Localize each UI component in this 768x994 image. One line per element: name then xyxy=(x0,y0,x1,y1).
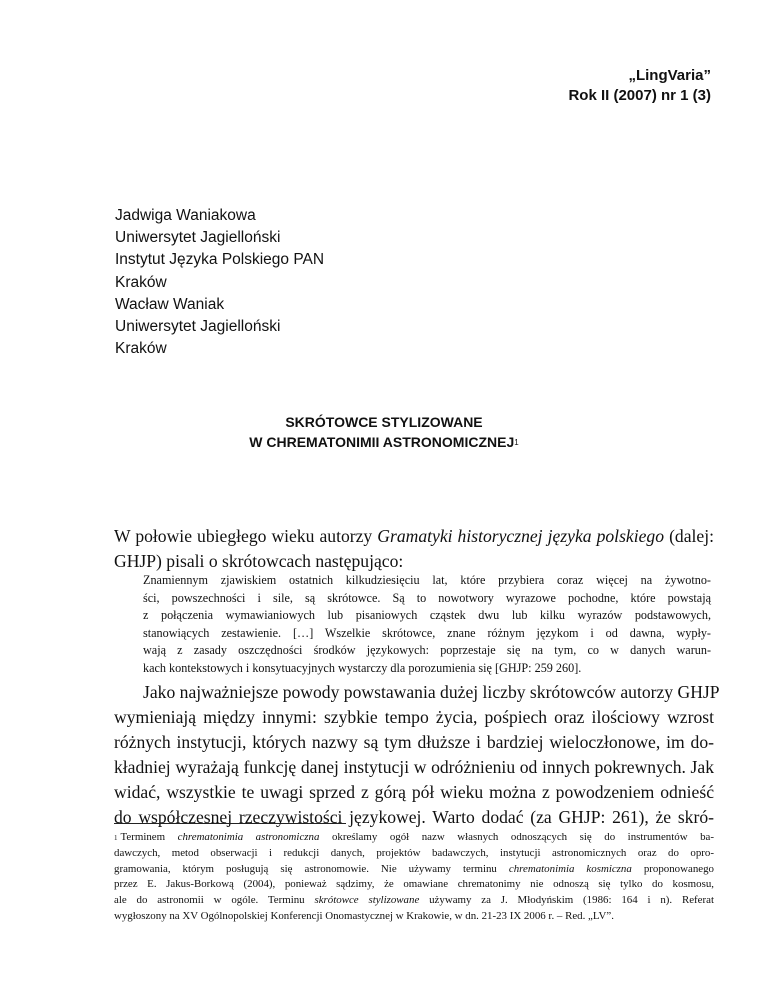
text-run: używamy za J. Młodyńskim (1986: 164 i n). Referat xyxy=(419,894,714,907)
text-run: ale do astronomii w ogóle. Terminu xyxy=(114,894,315,907)
paragraph-line: widać, wszystkie te uwagi sprzed z górą pół wieku można z powodzeniem odnieść xyxy=(114,782,714,802)
paragraph-intro xyxy=(114,524,714,574)
author-line: Kraków xyxy=(115,273,167,291)
footnote xyxy=(114,830,714,925)
footnote-line: wygłoszony na XV Ogólnopolskiej Konferencji Onomastycznej w Krakowie, w dn. 21-23 IX 2006 r. – Red. „LV”. xyxy=(114,909,614,922)
title-line-1: SKRÓTOWCE STYLIZOWANE xyxy=(285,414,483,430)
journal-issue: Rok II (2007) nr 1 (3) xyxy=(568,87,711,104)
footnote-line xyxy=(114,862,714,878)
quote-line: Znamiennym zjawiskiem ostatnich kilkudziesięciu lat, które przybiera coraz więcej na żywotno- xyxy=(143,573,711,587)
quote-line: wają z zasady oszczędności środków językowych: poprzestaje się na tym, co w danych warun- xyxy=(143,643,711,658)
paragraph-reasons xyxy=(114,680,720,830)
footnote-line: przez E. Jakus-Borkową (2004), ponieważ sądzimy, że omawiane chrematonimy nie odnoszą się tylko do kosmosu, xyxy=(114,878,714,891)
block-quote xyxy=(143,572,711,678)
quote-line: z połączenia wymawianiowych lub pisaniowych cząstek dwu lub kilku wyrazów podstawowych, xyxy=(143,608,711,623)
author-line: Jadwiga Waniakowa xyxy=(115,207,256,224)
journal-name: „LingVaria” xyxy=(628,67,711,84)
title-line-2-text: W CHREMATONIMII ASTRONOMICZNEJ xyxy=(249,434,515,450)
paragraph-line: wymieniają między innymi: szybkie tempo życia, pośpiech oraz ilościowy wzrost xyxy=(114,707,714,727)
text-run: Terminem xyxy=(120,831,178,843)
footnote-divider xyxy=(114,823,346,824)
term-italic: chrematonimia astronomiczna xyxy=(177,831,320,843)
footnote-line xyxy=(114,830,714,846)
paragraph-line xyxy=(114,524,714,549)
book-title-italic: Gramatyki historycznej języka polskiego xyxy=(377,526,665,546)
quote-line: stanowiących zestawienie. […] Wszelkie skrótowce, znane różnym językom i od dawna, wypły- xyxy=(143,625,711,640)
paragraph-line: kładniej wyrażają funkcję danej instytucji w odróżnieniu od innych pokrewnych. Jak xyxy=(114,757,714,777)
author-line: Uniwersytet Jagielloński xyxy=(115,229,281,247)
journal-header xyxy=(568,66,711,106)
quote-line: kach kontekstowych i konsytuacyjnych wystarczy dla porozumienia się [GHJP: 259 260]. xyxy=(143,660,582,675)
term-italic: skrótowce stylizowane xyxy=(314,894,420,907)
text-run: W połowie ubiegłego wieku autorzy xyxy=(114,526,378,546)
author-line: Kraków xyxy=(115,340,167,358)
paragraph-line: do współczesnej rzeczywistości językowej. Warto dodać (za GHJP: 261), że skró- xyxy=(114,807,714,827)
footnote-line xyxy=(114,893,714,909)
text-run: gramowania, którym posługują się astronomowie. Nie używamy terminu xyxy=(114,862,509,875)
term-italic: chrematonimia kosmiczna xyxy=(508,862,632,875)
article-title xyxy=(0,412,768,452)
title-footnote-marker[interactable]: 1 xyxy=(514,438,519,447)
text-run: proponowanego xyxy=(631,862,714,875)
author-affiliations xyxy=(115,205,324,360)
text-run: (dalej: xyxy=(664,526,715,546)
author-line: Wacław Waniak xyxy=(115,295,225,313)
author-line: Uniwersytet Jagielloński xyxy=(115,318,281,336)
paragraph-line: Jako najważniejsze powody powstawania dużej liczby skrótowców autorzy GHJP xyxy=(143,682,720,702)
paragraph-line: GHJP) pisali o skrótowcach następująco: xyxy=(114,551,404,571)
author-line: Instytut Języka Polskiego PAN xyxy=(115,251,325,269)
paragraph-line: różnych instytucji, których nazwy są tym dłuższe i bardziej wieloczłonowe, im do- xyxy=(114,732,714,752)
title-line-2 xyxy=(0,432,768,452)
footnote-marker: 1 xyxy=(114,834,118,842)
text-run: określamy ogół nazw własnych odnoszących się do instrumentów ba- xyxy=(319,831,714,843)
footnote-line: dawczych, metod obserwacji i redukcji danych, projektów badawczych, instytucji astronomicznych oraz do opro- xyxy=(114,846,714,859)
quote-line: ści, powszechności i sile, są skrótowce. Są to nowotwory wyrazowe pochodne, które powstają xyxy=(143,590,711,605)
